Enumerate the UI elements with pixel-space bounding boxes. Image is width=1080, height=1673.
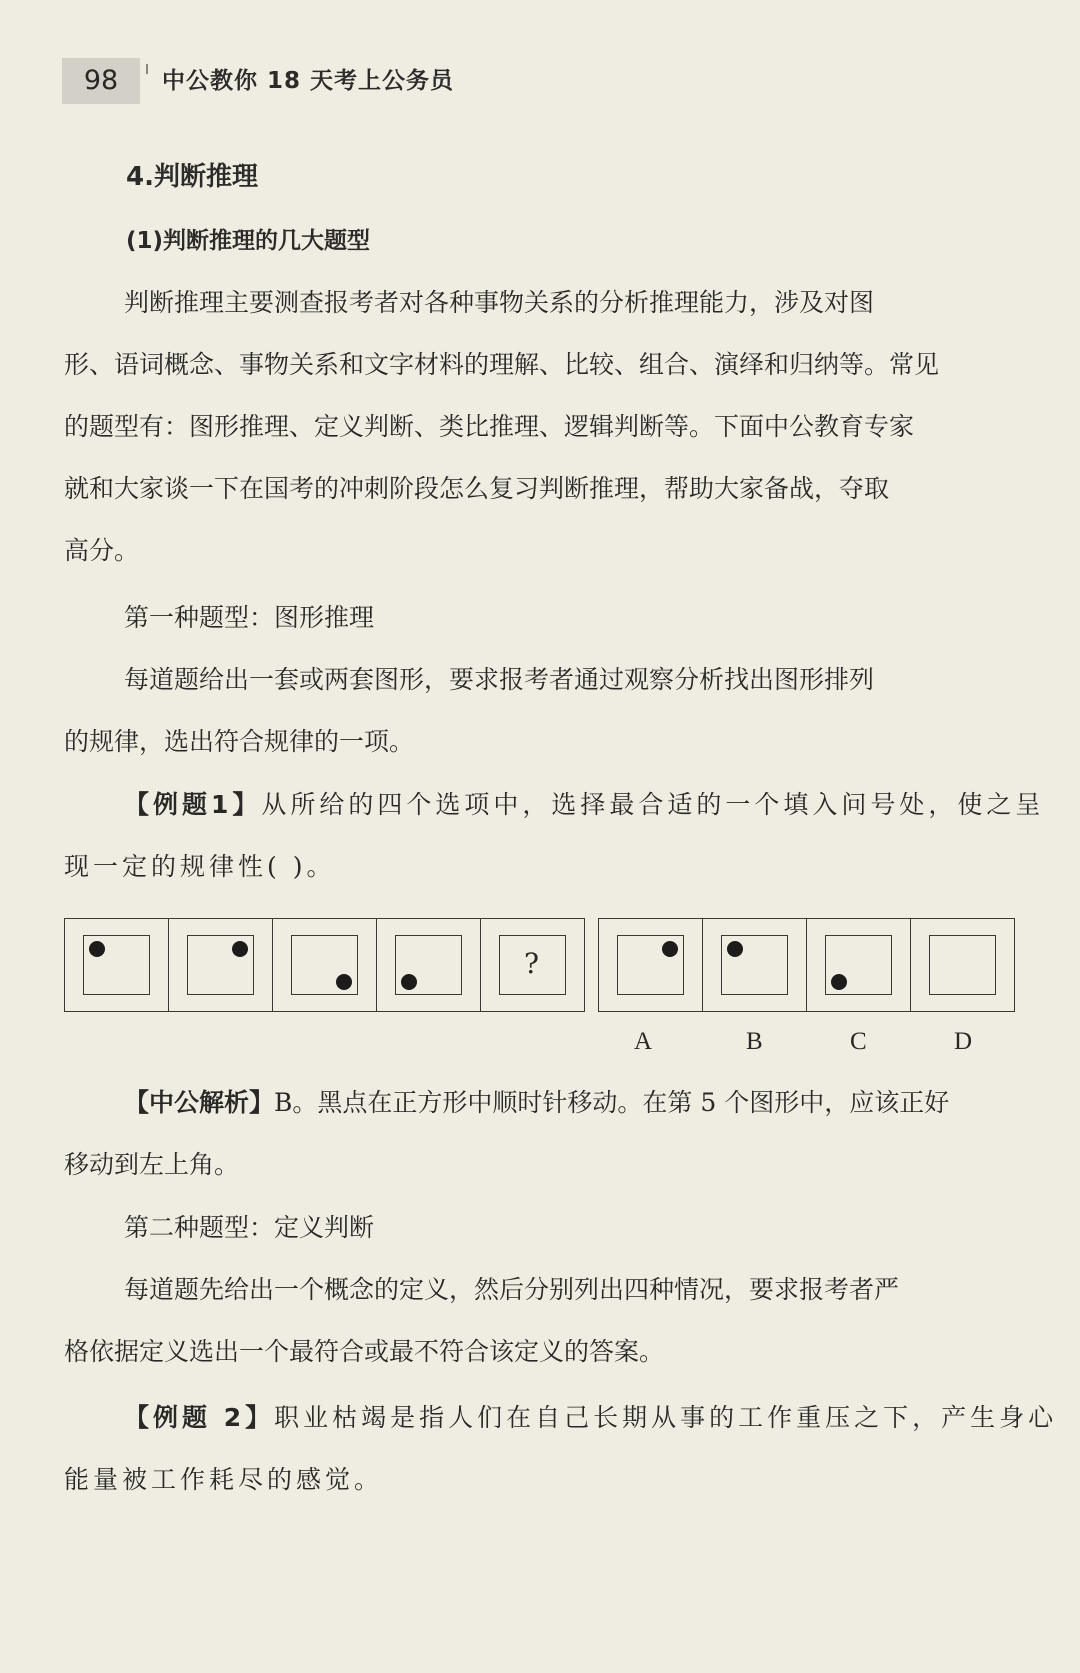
option-cell-d: [910, 918, 1015, 1012]
analysis1-label: 【中公解析】: [124, 1088, 275, 1117]
figure-cell-3: [272, 918, 377, 1012]
analysis1-line2: 移动到左上角。: [64, 1150, 240, 1179]
black-dot: [727, 941, 743, 957]
page-number: 98: [62, 58, 140, 104]
figure-cell-1: [64, 918, 169, 1012]
example1-label: 【例题1】: [124, 790, 262, 819]
analysis1-text: B。黑点在正方形中顺时针移动。在第 5 个图形中，应该正好: [274, 1088, 950, 1117]
running-header: [62, 58, 622, 106]
inner-square: [929, 935, 996, 995]
section-subheading: (1)判断推理的几大题型: [126, 228, 371, 254]
type1-title: 第一种题型：图形推理: [124, 603, 375, 632]
type1-desc-line: 的规律，选出符合规律的一项。: [64, 727, 415, 756]
intro-line: 高分。: [64, 536, 140, 565]
figure-cell-4: [376, 918, 481, 1012]
section-heading: 4.判断推理: [126, 162, 258, 192]
option-cell-a: [598, 918, 703, 1012]
black-dot: [232, 941, 248, 957]
option-label-b: B: [746, 1028, 763, 1055]
header-tick: [146, 64, 148, 74]
analysis1-line: [124, 1088, 949, 1118]
intro-line: 判断推理主要测查报考者对各种事物关系的分析推理能力，涉及对图: [124, 288, 875, 317]
example1-line: [124, 790, 1044, 820]
book-title: 中公教你 18 天考上公务员: [162, 68, 455, 94]
black-dot: [401, 974, 417, 990]
option-label-c: C: [850, 1028, 867, 1055]
intro-line: 形、语词概念、事物关系和文字材料的理解、比较、组合、演绎和归纳等。常见: [64, 350, 940, 379]
black-dot: [336, 974, 352, 990]
black-dot: [662, 941, 678, 957]
intro-line: 就和大家谈一下在国考的冲刺阶段怎么复习判断推理，帮助大家备战，夺取: [64, 474, 890, 503]
intro-line: 的题型有：图形推理、定义判断、类比推理、逻辑判断等。下面中公教育专家: [64, 412, 915, 441]
black-dot: [831, 974, 847, 990]
black-dot: [89, 941, 105, 957]
option-label-a: A: [634, 1028, 653, 1055]
figure-cell-5: [480, 918, 585, 1012]
type2-desc-line: 格依据定义选出一个最符合或最不符合该定义的答案。: [64, 1337, 665, 1366]
example2-label: 【例题 2】: [124, 1403, 275, 1432]
option-cell-c: [806, 918, 911, 1012]
example2-line2: 能量被工作耗尽的感觉。: [64, 1465, 384, 1494]
example2-line: [124, 1403, 1057, 1433]
figure-cell-2: [168, 918, 273, 1012]
type2-desc-line: 每道题先给出一个概念的定义，然后分别列出四种情况，要求报考者严: [124, 1275, 900, 1304]
option-label-d: D: [954, 1028, 973, 1055]
type2-title: 第二种题型：定义判断: [124, 1213, 375, 1242]
type1-desc-line: 每道题给出一套或两套图形，要求报考者通过观察分析找出图形排列: [124, 665, 875, 694]
example1-text: 从所给的四个选项中，选择最合适的一个填入问号处，使之呈: [261, 790, 1045, 819]
example2-text: 职业枯竭是指人们在自己长期从事的工作重压之下，产生身心: [274, 1403, 1058, 1432]
example1-line2: 现一定的规律性( )。: [64, 852, 336, 881]
question-mark: ?: [524, 947, 540, 980]
option-cell-b: [702, 918, 807, 1012]
